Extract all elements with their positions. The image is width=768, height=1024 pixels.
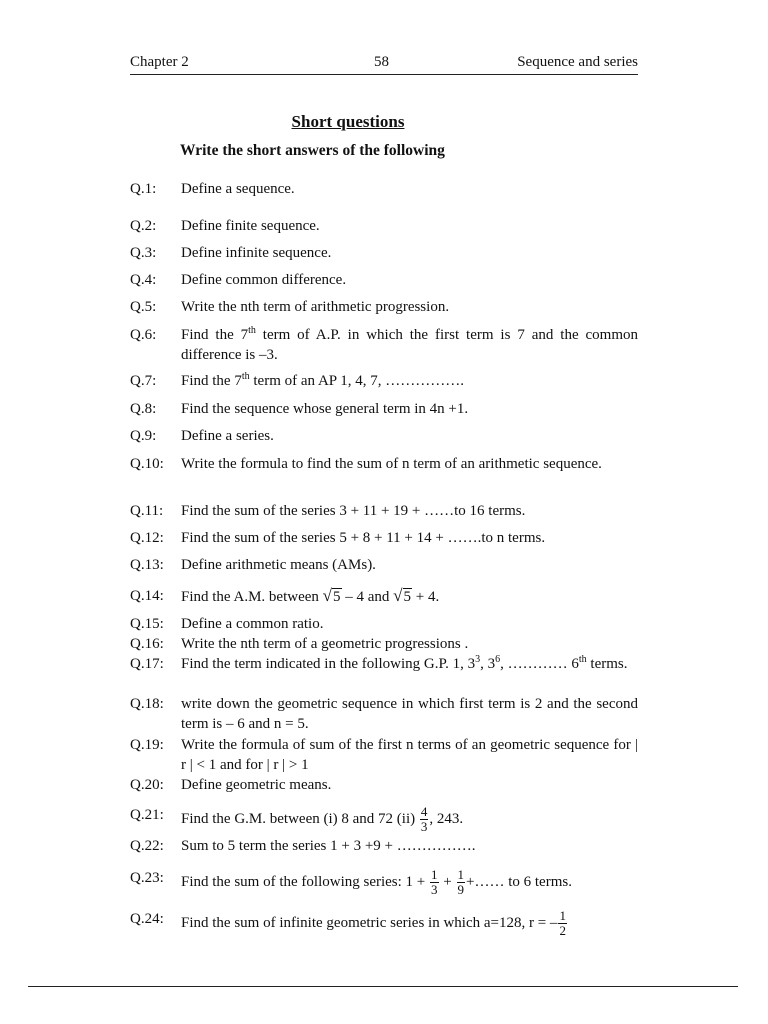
question-number: Q.1: <box>130 181 157 197</box>
page-number: 58 <box>374 54 389 70</box>
topic-label: Sequence and series <box>517 54 638 70</box>
question-number: Q.11: <box>130 503 164 519</box>
question-text: Find the term indicated in the following G.P. 1, $3^3$, $3^6$, ………… 6th terms. <box>181 654 628 672</box>
question-number: Q.16: <box>130 636 164 652</box>
question-text: Find the 7th term of A.P. in which the first term is 7 and the common difference is –3. <box>181 325 638 363</box>
question-text: Write the nth term of a geometric progressions . <box>181 636 469 652</box>
fraction: $\frac{1}{2}$ <box>559 908 566 938</box>
question-number: Q.2: <box>130 218 157 234</box>
question-text: Find the 7th term of an AP 1, 4, 7, ……………. <box>181 371 465 389</box>
question-text: Find the G.M. between (i) 8 and 72 (ii) $\frac{4}{3}$ , 243. <box>181 804 464 834</box>
question-number: Q.20: <box>130 777 164 793</box>
section-subtitle: Write the short answers of the following <box>180 142 445 159</box>
question-number: Q.12: <box>130 530 164 546</box>
question-text: write down the geometric sequence in which first term is 2 and the second term is – 6 and n = 5. <box>181 696 638 732</box>
question-text: Write the formula of sum of the first n terms of an geometric sequence for | r | < 1 and for | r | > 1 <box>181 737 638 773</box>
question-number: Q.6: <box>130 327 157 343</box>
question-text: Write the formula to find the sum of n term of an arithmetic sequence. <box>181 456 602 472</box>
question-text: Find the sum of infinite geometric series in which a=128, r = – $\frac{1}{2}$ <box>181 908 566 938</box>
question-number: Q.15: <box>130 616 164 632</box>
question-number: Q.8: <box>130 401 157 417</box>
question-text: Define common difference. <box>181 272 347 288</box>
question-text: Sum to 5 term the series 1 + 3 +9 + ……………. <box>181 838 476 854</box>
footer-divider <box>28 986 738 987</box>
question-text: Find the sum of the following series: 1 + $\frac{1}{3}$ + $\frac{1}{9}$ +…… to 6 terms. <box>181 867 572 897</box>
question-number: Q.14: <box>130 588 164 604</box>
question-number: Q.10: <box>130 456 164 472</box>
question-number: Q.4: <box>130 272 157 288</box>
header-divider <box>130 74 638 75</box>
fraction: $\frac{1}{9}$ <box>457 867 464 897</box>
question-number: Q.7: <box>130 373 157 389</box>
question-text: Define infinite sequence. <box>181 245 332 261</box>
question-text: Find the sum of the series 3 + 11 + 19 + ……to 16 terms. <box>181 503 526 519</box>
question-text: Define arithmetic means (AMs). <box>181 557 376 573</box>
question-text: Define geometric means. <box>181 777 332 793</box>
square-root: √5 <box>393 586 412 605</box>
chapter-label: Chapter 2 <box>130 54 189 70</box>
question-text: Find the sequence whose general term in 4n +1. <box>181 401 469 417</box>
question-number: Q.17: <box>130 656 164 672</box>
question-number: Q.24: <box>130 911 164 927</box>
question-number: Q.19: <box>130 737 164 753</box>
question-text: Define a series. <box>181 428 274 444</box>
question-text: Write the nth term of arithmetic progression. <box>181 299 450 315</box>
question-number: Q.9: <box>130 428 157 444</box>
fraction: $\frac{1}{3}$ <box>431 867 438 897</box>
question-number: Q.18: <box>130 696 164 712</box>
question-text: Define a common ratio. <box>181 616 324 632</box>
question-number: Q.3: <box>130 245 157 261</box>
question-number: Q.21: <box>130 807 164 823</box>
question-number: Q.5: <box>130 299 157 315</box>
question-number: Q.23: <box>130 870 164 886</box>
question-text: Define a sequence. <box>181 181 295 197</box>
question-number: Q.13: <box>130 557 164 573</box>
fraction: $\frac{4}{3}$ <box>420 804 428 834</box>
section-title: Short questions <box>291 112 405 131</box>
square-root: √5 <box>322 586 341 605</box>
question-text: Define finite sequence. <box>181 218 320 234</box>
question-text: Find the sum of the series 5 + 8 + 11 + 14 + …….to n terms. <box>181 530 546 546</box>
question-text: Find the A.M. between √5 – 4 and √5 + 4. <box>181 586 440 605</box>
page-header <box>130 54 638 74</box>
question-number: Q.22: <box>130 838 164 854</box>
